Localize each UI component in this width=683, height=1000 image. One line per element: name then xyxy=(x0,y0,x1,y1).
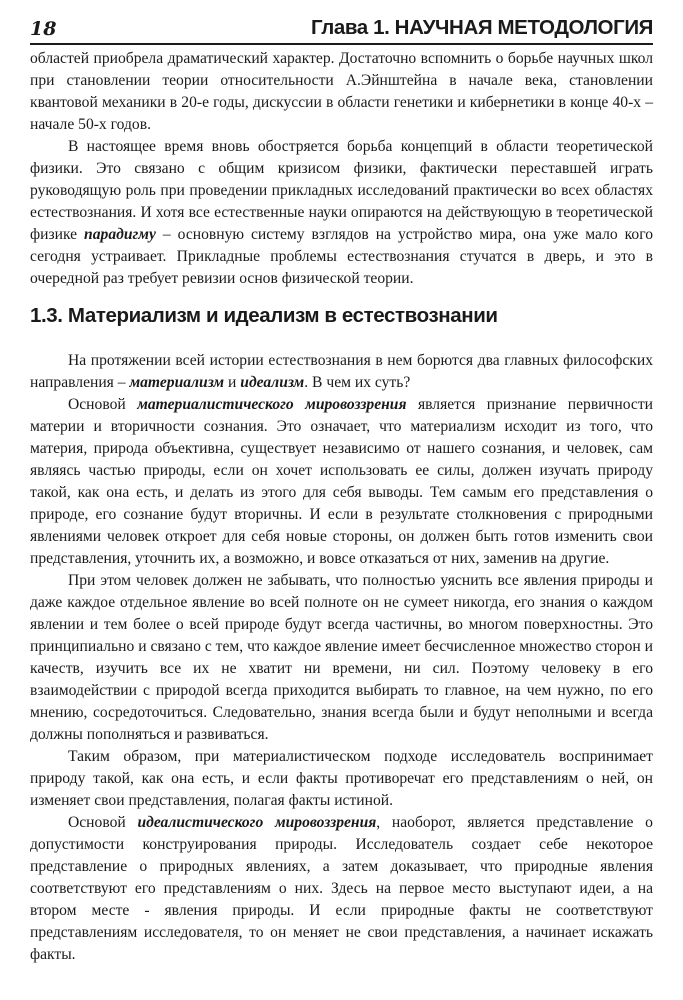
section-heading: 1.3. Материализм и идеализм в естествознании xyxy=(30,304,498,327)
text-run: . В чем их суть? xyxy=(304,374,411,391)
paragraph: При этом человек должен не забывать, что полностью уяснить все явления природы и даже каждое отдельное явление во всей полноте он не сумеет никогда, его знания о каждом явлении и тем более о всей природе будут всегда частичны, во многом поверхностны. Это принципиально и связано с тем, что каждое явление имеет бесчисленное множество сторон и качеств, изучить все их не хватит ни времени, ни сил. Поэтому человеку в его взаимодействии с природой всегда приходится выбирать то главное, на чем нужно, по его мнению, сосредоточиться. Следовательно, знания всегда были и будут неполными и всегда должны пополняться и развиваться. xyxy=(30,572,653,743)
text-run: На протяжении всей истории естествознания в нем борются два главных философских направления – xyxy=(30,352,653,391)
term-idealism: идеализм xyxy=(240,374,305,391)
page-number: 18 xyxy=(30,18,57,40)
paragraph xyxy=(30,394,653,570)
paragraph xyxy=(30,136,653,290)
text-run: Основой xyxy=(68,814,138,831)
page-body xyxy=(30,48,653,966)
term-idealist-worldview: идеалистического мировоззрения xyxy=(137,814,377,831)
term-paradigm: парадигму xyxy=(84,226,156,243)
header-rule xyxy=(30,43,653,45)
text-run: , наоборот, является представление о допустимости конструирования природы. Исследователь создает себе некоторое представление о природных явлениях, а затем доказывает, что природные явления соответствуют его представлениям о них. Здесь на первое место выступают идеи, а на втором месте - явления природы. И если природные факты не соответствуют представлениям исследователя, то он меняет не свои представления, а начинает искажать факты. xyxy=(30,814,653,963)
text-run: В настоящее время вновь обостряется борьба концепций в области теоретической физики. Это связано с общим кризисом физики, фактически переставшей играть руководящую роль при проведении прикладных исследований практически во всех областях естествознания. И хотя все естественные науки опираются на действующую в теоретической физике xyxy=(30,138,653,243)
paragraph: Таким образом, при материалистическом подходе исследователь воспринимает природу такой, как она есть, и если факты противоречат его представлениям о ней, он изменяет свои представления, полагая факты истиной. xyxy=(30,748,653,809)
text-run: Основой xyxy=(68,396,138,413)
paragraph xyxy=(30,812,653,966)
text-run: является признание первичности материи и вторичности сознания. Это означает, что материализм исходит из того, что материя, природа объективна, существует независимо от нашего сознания, и человек, сам являясь частью природы, если он хочет использовать ее силы, должен изучать природу такой, как она есть, и делать из этого для себя выводы. Тем самым его представления о природе, его сознание будут вторичны. И если в результате столкновения с природными явлениями человек откроет для себя новые стороны, он должен быть готов изменить свои представления, уточнить их, а возможно, и вовсе отказаться от них, заменив на другие. xyxy=(30,396,653,567)
text-run: – основную систему взглядов на устройство мира, она уже мало кого сегодня устраивает. Прикладные проблемы естествознания стучатся в дверь, и это в очередной раз требует ревизии основ физической теории. xyxy=(30,226,653,287)
paragraph xyxy=(30,350,653,394)
running-header xyxy=(30,12,653,40)
chapter-title: Глава 1. НАУЧНАЯ МЕТОДОЛОГИЯ xyxy=(311,16,653,39)
term-materialism: материализм xyxy=(129,374,225,391)
text-run: и xyxy=(224,374,241,391)
term-materialist-worldview: материалистического мировоззрения xyxy=(137,396,407,413)
paragraph: областей приобрела драматический характер. Достаточно вспомнить о борьбе научных школ при становлении теории относительности А.Эйнштейна в начале века, становлении квантовой механики в 20-е годы, дискуссии в области генетики и кибернетики в конце 40-х – начале 50-х годов. xyxy=(30,50,653,133)
